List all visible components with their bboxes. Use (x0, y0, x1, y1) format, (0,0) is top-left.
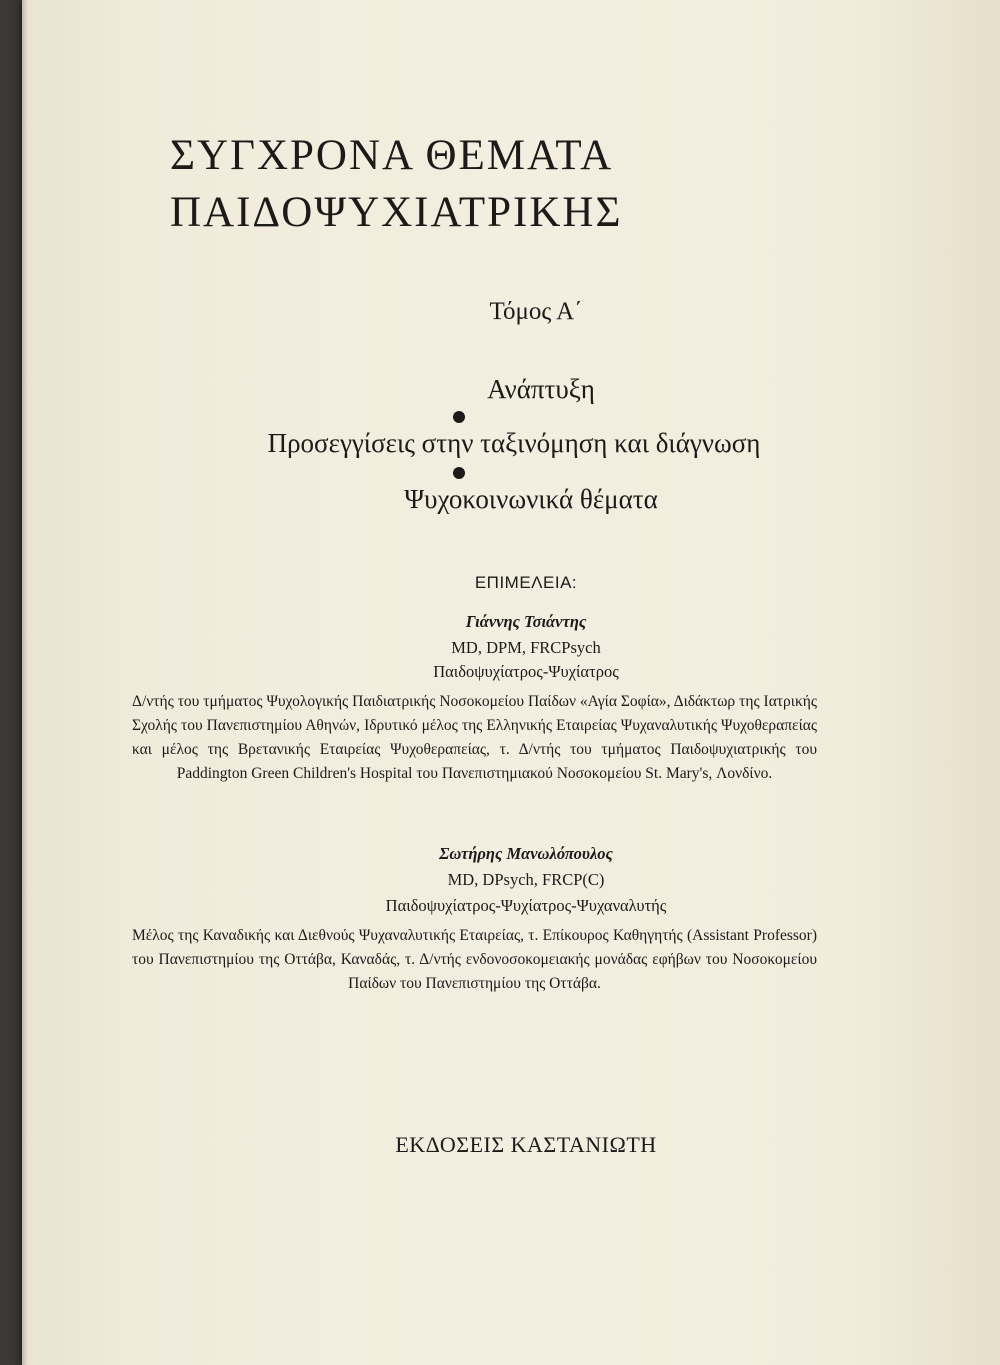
topic-3: Ψυχοκοινωνικά θέματα (404, 484, 658, 514)
topic-2: Προσεγγίσεις στην ταξινόμηση και διάγνωση (267, 428, 761, 458)
topic-1: Ανάπτυξη (487, 374, 595, 404)
editor-1-bio: Δ/ντής του τμήματος Ψυχολογικής Παιδιατρικής Νοσοκομείου Παίδων «Αγία Σοφία», Διδάκτωρ της Ιατρικής Σχολής του Πανεπιστημίου Αθηνών, Ιδρυτικό μέλος της Ελληνικής Εταιρείας Ψυχαναλυτικής Ψυχοθεραπείας και μέλος της Βρετανικής Εταιρείας Ψυχοθεραπείας, τ. Δ/ντής του τμήματος Παιδοψυχιατρικής του Paddington Green Children's Hospital του Πανεπιστημιακού Νοσοκομείου St. Mary's, Λονδίνο. (132, 693, 817, 782)
editor-1-specialty: Παιδοψυχίατρος-Ψυχίατρος (433, 662, 619, 681)
book-title-line-2: ΠΑΙΔΟΨΥΧΙΑΤΡΙΚΗΣ (170, 189, 623, 236)
editor-2-bio: Μέλος της Καναδικής και Διεθνούς Ψυχαναλυτικής Εταιρείας, τ. Επίκουρος Καθηγητής (Assistant Professor) του Πανεπιστημίου της Οττάβα, Καναδάς, τ. Δ/ντής ενδονοσοκομειακής μονάδας εφήβων του Νοσοκομείου Παίδων του Πανεπιστημίου της Οττάβα. (132, 927, 817, 992)
title-page (22, 0, 1000, 1365)
volume-label: Τόμος Α΄ (489, 298, 583, 325)
editing-label: ΕΠΙΜΕΛΕΙΑ: (474, 573, 578, 592)
bullet-separator-1 (453, 411, 465, 423)
editor-1-name: Γιάννης Τσιάντης (465, 612, 587, 631)
editor-1-degrees: MD, DPM, FRCPsych (451, 638, 601, 657)
publisher-name: ΕΚΔΟΣΕΙΣ ΚΑΣΤΑΝΙΩΤΗ (395, 1132, 657, 1157)
editor-2-specialty: Παιδοψυχίατρος-Ψυχίατρος-Ψυχαναλυτής (385, 896, 667, 915)
bullet-separator-2 (453, 467, 465, 479)
editor-2-degrees: MD, DPsych, FRCP(C) (447, 870, 605, 889)
page-spine-shadow (22, 0, 28, 1365)
book-title-line-1: ΣΥΓΧΡΟΝΑ ΘΕΜΑΤΑ (170, 132, 614, 179)
editor-2-name: Σωτήρης Μανωλόπουλος (439, 844, 613, 863)
